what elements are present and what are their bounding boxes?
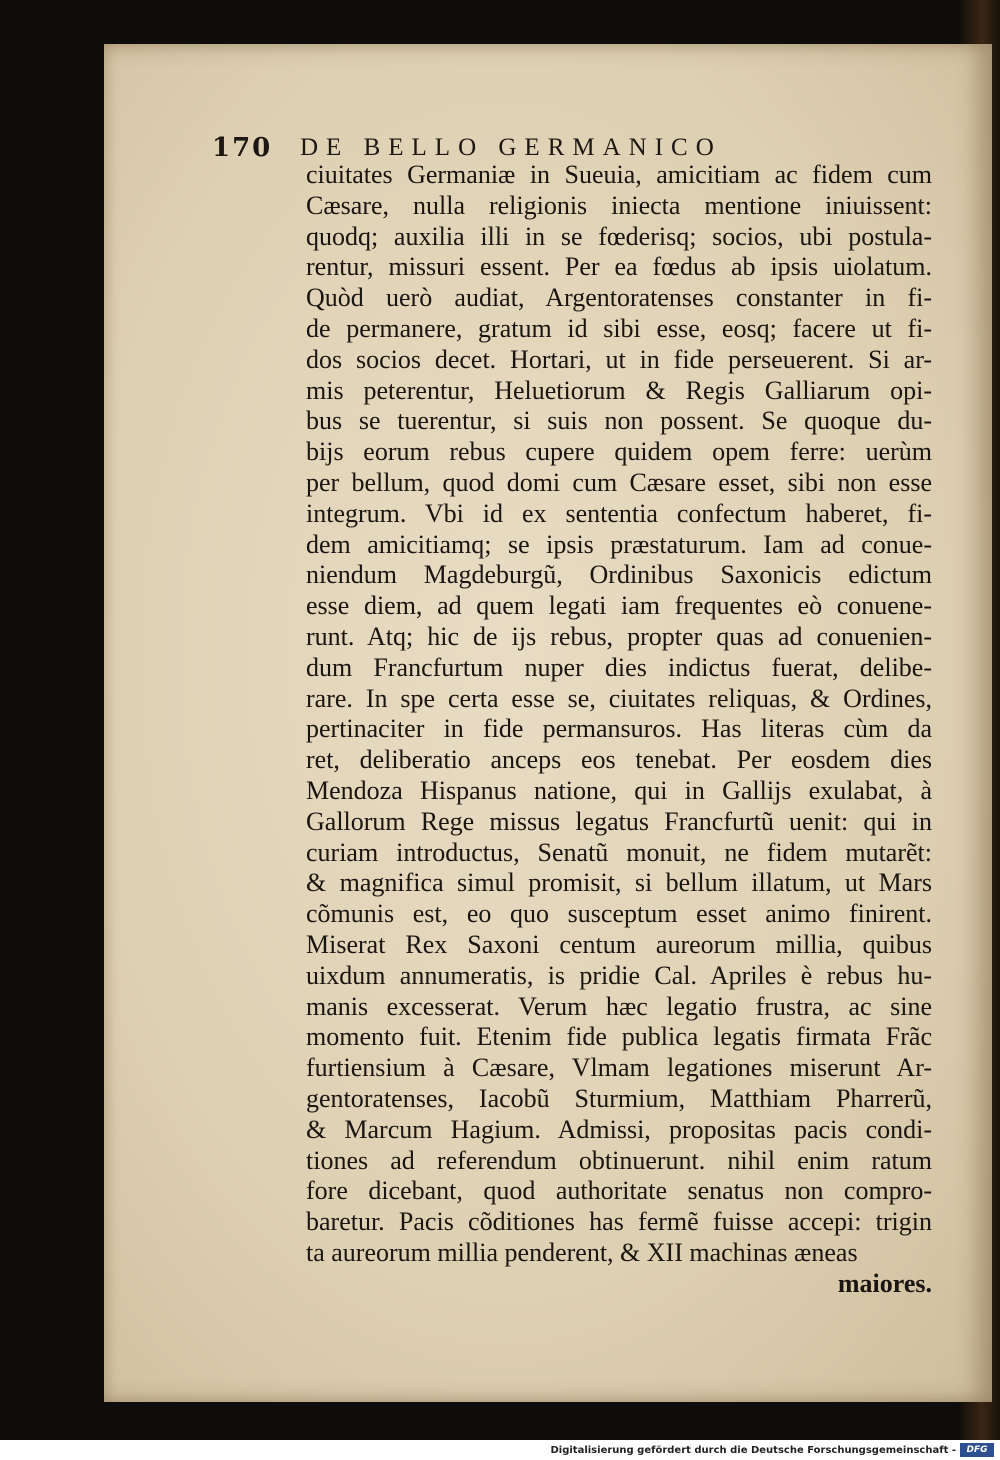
text-line: fore dicebant, quod authoritate senatus non compro-	[306, 1176, 932, 1206]
text-line: bijs eorum rebus cupere quidem opem ferre: uerùm	[306, 437, 932, 467]
text-line: integrum. Vbi id ex sententia confectum haberet, fi-	[306, 498, 932, 528]
text-line: dos socios decet. Hortari, ut in fide perseuerent. Si ar-	[306, 344, 932, 374]
text-line: de permanere, gratum id sibi esse, eosq; facere ut fi-	[306, 313, 932, 343]
text-line: & Marcum Hagium. Admissi, propositas pacis condi-	[306, 1114, 932, 1144]
text-line: gentoratenses, Iacobũ Sturmium, Matthiam Pharrerũ,	[306, 1083, 932, 1113]
text-line: manis excesserat. Verum hæc legatio frustra, ac sine	[306, 991, 932, 1021]
text-line: curiam introductus, Senatũ monuit, ne fidem mutarẽt:	[306, 837, 932, 867]
text-line: esse diem, ad quem legati iam frequentes eò conuene-	[306, 591, 932, 621]
text-line: Gallorum Rege missus legatus Francfurtũ uenit: qui in	[306, 806, 932, 836]
text-line: uixdum annumeratis, is pridie Cal. Apriles è rebus hu-	[306, 960, 932, 990]
running-title: DE BELLO GERMANICO	[300, 134, 722, 161]
text-line: quodq; auxilia illi in se fœderisq; socios, ubi postula-	[306, 221, 932, 251]
text-line: & magnifica simul promisit, si bellum illatum, ut Mars	[306, 868, 932, 898]
text-line: Mendoza Hispanus natione, qui in Gallijs exulabat, à	[306, 775, 932, 805]
text-line: momento fuit. Etenim fide publica legatis firmata Frãc	[306, 1022, 932, 1052]
text-line: mis peterentur, Heluetiorum & Regis Galliarum opi-	[306, 375, 932, 405]
text-line: ret, deliberatio anceps eos tenebat. Per eosdem dies	[306, 745, 932, 775]
text-line: runt. Atq; hic de ijs rebus, propter quas ad conuenien-	[306, 621, 932, 651]
text-line: per bellum, quod domi cum Cæsare esset, sibi non esse	[306, 467, 932, 497]
text-line: furtiensium à Cæsare, Vlmam legationes miserunt Ar-	[306, 1053, 932, 1083]
text-line: Cæsare, nulla religionis iniecta mentione iniuissent:	[306, 190, 932, 220]
dfg-logo: DFG	[960, 1443, 994, 1457]
text-line: rentur, missuri essent. Per ea fœdus ab ipsis uiolatum.	[306, 252, 932, 282]
text-line: rare. In spe certa esse se, ciuitates reliquas, & Ordines,	[306, 683, 932, 713]
text-line: dum Francfurtum nuper dies indictus fuerat, delibe-	[306, 652, 932, 682]
text-line: cõmunis est, eo quo susceptum esset animo finirent.	[306, 899, 932, 929]
text-line: Miserat Rex Saxoni centum aureorum millia, quibus	[306, 929, 932, 959]
catchword: maiores.	[837, 1268, 932, 1298]
page-number: 170	[212, 133, 273, 163]
footer-credit: Digitalisierung gefördert durch die Deutsche Forschungsgemeinschaft -	[550, 1444, 956, 1456]
text-line: pertinaciter in fide permansuros. Has literas cùm da	[306, 714, 932, 744]
text-line: Quòd uerò audiat, Argentoratenses constanter in fi-	[306, 283, 932, 313]
text-line: niendum Magdeburgũ, Ordinibus Saxonicis edictum	[306, 560, 932, 590]
text-line: baretur. Pacis cõditiones has fermẽ fuisse accepi: trigin	[306, 1207, 932, 1237]
text-line: tiones ad referendum obtinuerunt. nihil enim ratum	[306, 1145, 932, 1175]
text-line: bus se tuerentur, si suis non possent. Se quoque du-	[306, 406, 932, 436]
footer-bar	[0, 1440, 1000, 1460]
text-line: ciuitates Germaniæ in Sueuia, amicitiam ac fidem cum	[306, 160, 932, 189]
text-line: ta aureorum millia penderent, & XII machinas æneas	[306, 1237, 858, 1267]
body-text	[306, 160, 932, 1299]
text-line: dem amicitiamq; se ipsis præstaturum. Iam ad conue-	[306, 529, 932, 559]
